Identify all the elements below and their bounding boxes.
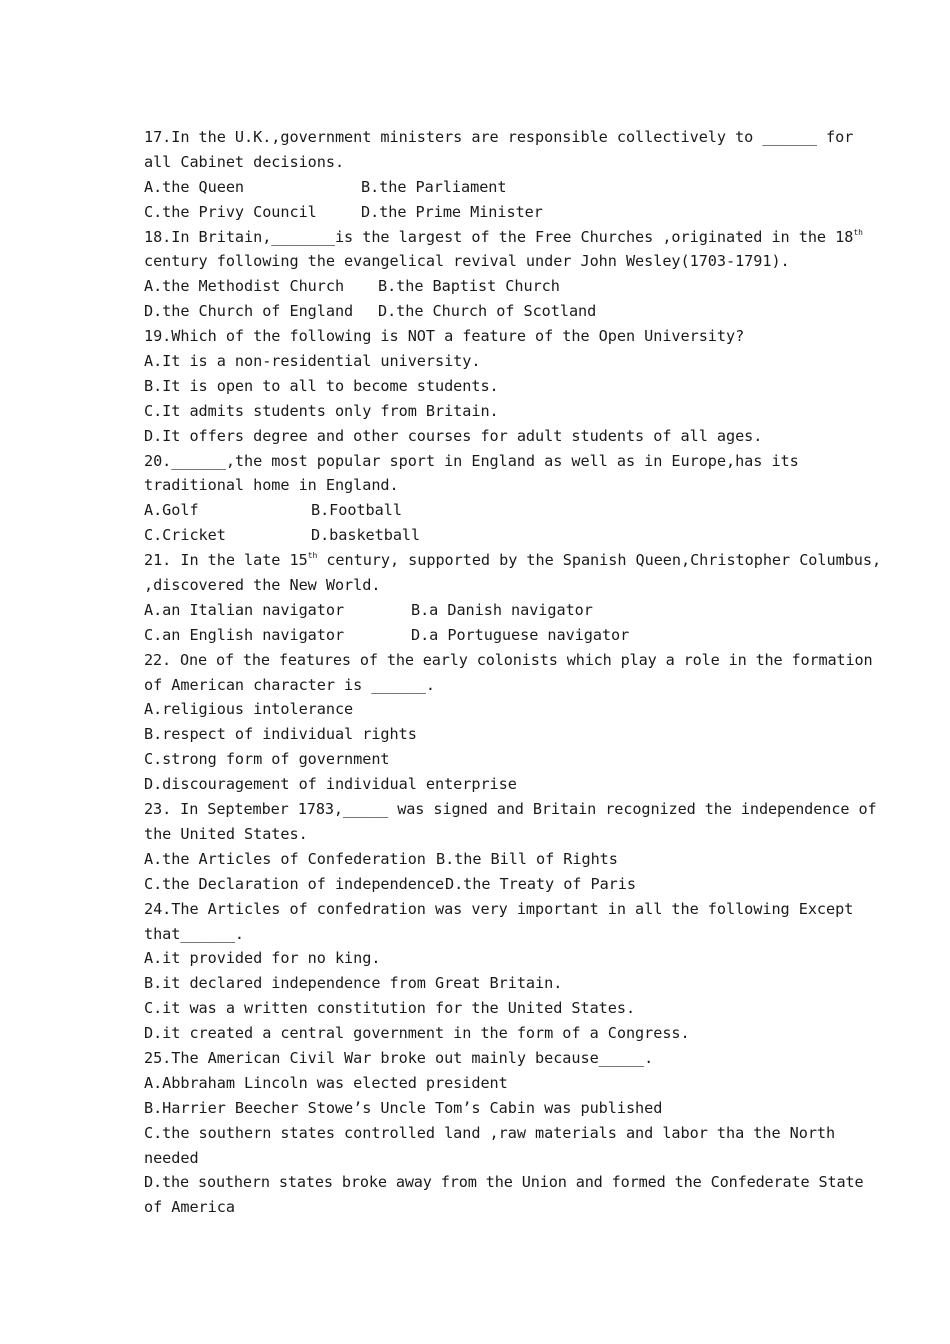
option-b[interactable]: B.it declared independence from Great Britain. bbox=[144, 974, 563, 993]
option-a[interactable]: A.Golf bbox=[144, 501, 199, 520]
question-sheet bbox=[144, 125, 882, 1220]
question-18-options-row bbox=[144, 274, 824, 299]
option-a[interactable]: A.the Methodist Church bbox=[144, 277, 345, 296]
question-25-stem: 25.The American Civil War broke out mainly because_____. bbox=[144, 1048, 654, 1067]
question-19-stem: 19.Which of the following is NOT a feature of the Open University? bbox=[144, 327, 745, 346]
question-21-stem-cont: ,discovered the New World. bbox=[144, 576, 381, 595]
option-d[interactable]: D.It offers degree and other courses for adult students of all ages. bbox=[144, 426, 763, 445]
question-24-stem-cont: that______. bbox=[144, 924, 245, 943]
question-18-stem-cont: century following the evangelical revival under John Wesley(1703-1791). bbox=[144, 252, 790, 271]
option-b[interactable]: B.the Baptist Church bbox=[378, 277, 560, 296]
question-23-options-row bbox=[144, 872, 824, 897]
option-c[interactable]: C.strong form of government bbox=[144, 750, 390, 769]
option-b[interactable]: B.Harrier Beecher Stowe’s Uncle Tom’s Cabin was published bbox=[144, 1098, 663, 1117]
question-21-stem: 21. In the late 15th century, supported by the Spanish Queen,Christopher Columbus, bbox=[144, 551, 882, 570]
option-d[interactable]: D.the southern states broke away from the Union and formed the Confederate State bbox=[144, 1173, 864, 1192]
option-d[interactable]: D.the Church of Scotland bbox=[378, 302, 597, 321]
question-20-options-row bbox=[144, 523, 824, 548]
option-a[interactable]: A.Abbraham Lincoln was elected president bbox=[144, 1073, 508, 1092]
option-d[interactable]: D.it created a central government in the form of a Congress. bbox=[144, 1024, 690, 1043]
question-18-stem: 18.In Britain,_______is the largest of the Free Churches ,originated in the 18th bbox=[144, 227, 863, 246]
option-d[interactable]: D.discouragement of individual enterprise bbox=[144, 775, 517, 794]
question-24-stem: 24.The Articles of confedration was very important in all the following Except bbox=[144, 899, 854, 918]
question-17-stem: 17.In the U.K.,government ministers are responsible collectively to ______ for bbox=[144, 128, 854, 146]
question-17-stem-cont: all Cabinet decisions. bbox=[144, 152, 345, 171]
option-d-cont[interactable]: of America bbox=[144, 1198, 235, 1217]
question-22-stem-cont: of American character is ______. bbox=[144, 675, 435, 694]
option-a[interactable]: A.It is a non-residential university. bbox=[144, 352, 481, 371]
option-d[interactable]: D.the Treaty of Paris bbox=[445, 874, 636, 893]
option-a[interactable]: A.the Articles of Confederation bbox=[144, 849, 426, 868]
question-17-options-row bbox=[144, 200, 824, 225]
question-21-options-row bbox=[144, 598, 824, 623]
question-17-options-row bbox=[144, 175, 824, 200]
option-b[interactable]: B.It is open to all to become students. bbox=[144, 376, 499, 395]
option-b[interactable]: B.the Parliament bbox=[361, 177, 507, 196]
option-a[interactable]: A.the Queen bbox=[144, 177, 245, 196]
question-18-options-row bbox=[144, 299, 824, 324]
question-21-options-row bbox=[144, 623, 824, 648]
option-c[interactable]: C.It admits students only from Britain. bbox=[144, 401, 499, 420]
option-c-cont[interactable]: needed bbox=[144, 1148, 199, 1167]
option-c[interactable]: D.the Church of England bbox=[144, 302, 354, 321]
option-c[interactable]: C.the southern states controlled land ,raw materials and labor tha the North bbox=[144, 1123, 836, 1142]
option-d[interactable]: D.a Portuguese navigator bbox=[411, 625, 630, 644]
question-23-stem-cont: the United States. bbox=[144, 824, 308, 843]
option-c[interactable]: C.an English navigator bbox=[144, 625, 345, 644]
option-c[interactable]: C.the Privy Council bbox=[144, 202, 317, 221]
option-a[interactable]: A.religious intolerance bbox=[144, 700, 354, 719]
question-20-options-row bbox=[144, 498, 824, 523]
option-b[interactable]: B.the Bill of Rights bbox=[436, 849, 618, 868]
option-c[interactable]: C.it was a written constitution for the United States. bbox=[144, 999, 636, 1018]
option-a[interactable]: A.an Italian navigator bbox=[144, 600, 345, 619]
question-23-options-row bbox=[144, 847, 824, 872]
option-b[interactable]: B.a Danish navigator bbox=[411, 600, 593, 619]
question-20-stem: 20.______,the most popular sport in England as well as in Europe,has its bbox=[144, 451, 799, 470]
question-22-stem: 22. One of the features of the early colonists which play a role in the formation bbox=[144, 650, 873, 669]
option-c[interactable]: C.the Declaration of independence bbox=[144, 874, 445, 893]
option-b[interactable]: B.respect of individual rights bbox=[144, 725, 417, 744]
option-c[interactable]: C.Cricket bbox=[144, 526, 226, 545]
option-a[interactable]: A.it provided for no king. bbox=[144, 949, 381, 968]
option-b[interactable]: B.Football bbox=[311, 501, 402, 520]
question-23-stem: 23. In September 1783,_____ was signed and Britain recognized the independence of bbox=[144, 800, 877, 819]
option-d[interactable]: D.the Prime Minister bbox=[361, 202, 543, 221]
option-d[interactable]: D.basketball bbox=[311, 526, 421, 545]
question-20-stem-cont: traditional home in England. bbox=[144, 476, 399, 495]
